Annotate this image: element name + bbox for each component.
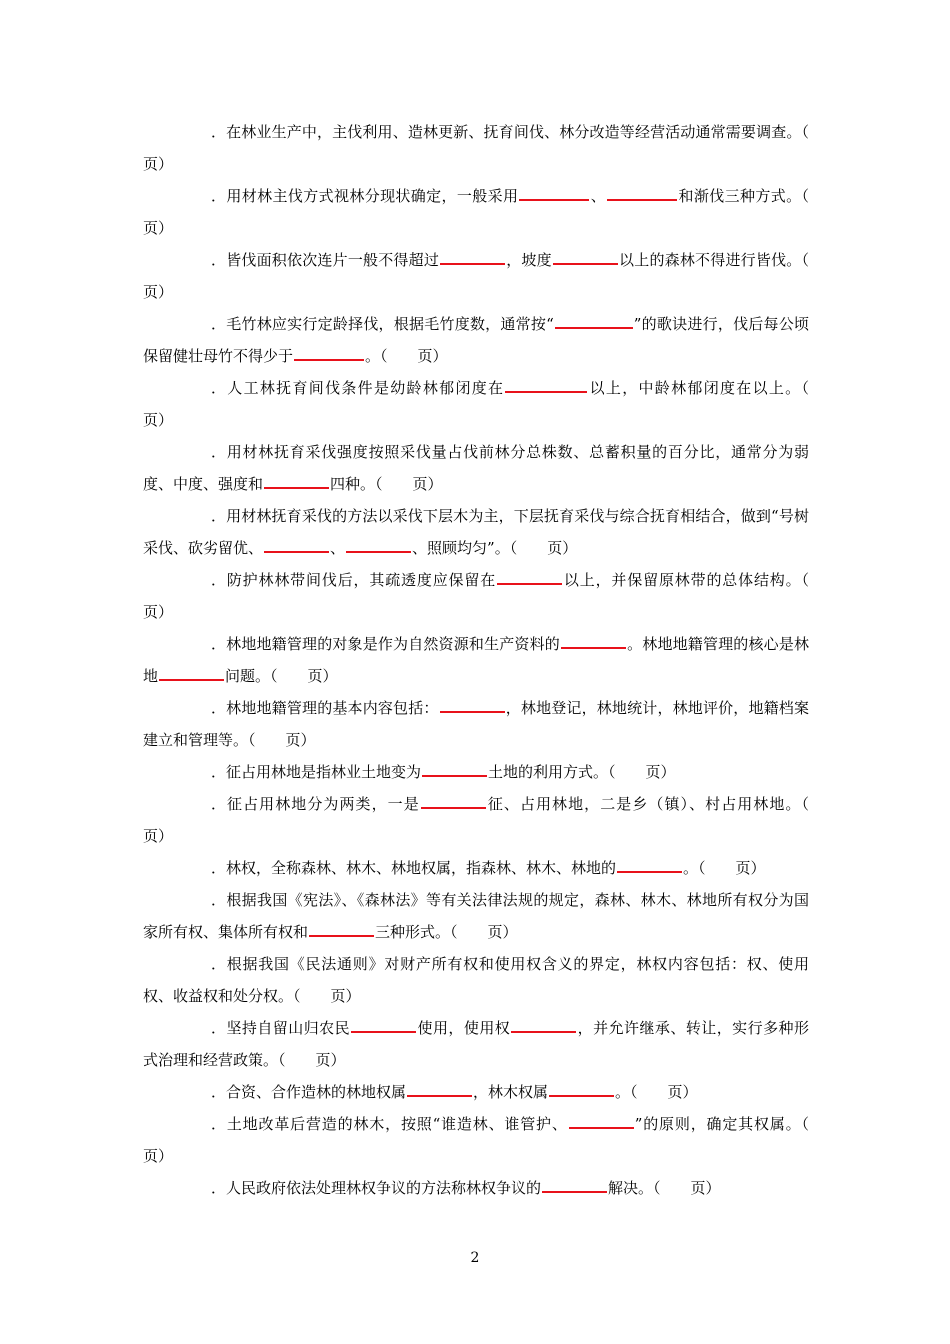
- answer-blank[interactable]: [519, 185, 589, 201]
- question-item: ．坚持自留山归农民 使用，使用权 ，并允许继承、转让，实行多种形式治理和经营政策。（ 页）: [143, 1019, 809, 1069]
- page-number: 2: [470, 1250, 480, 1266]
- question-item: ．林地地籍管理的基本内容包括： ，林地登记，林地统计，林地评价，地籍档案建立和管理等。（ 页）: [143, 699, 809, 749]
- answer-blank[interactable]: [159, 665, 224, 681]
- answer-blank[interactable]: [561, 633, 626, 649]
- question-item: ．防护林林带间伐后，其疏透度应保留在 以上，并保留原林带的总体结构。（ 页）: [143, 571, 839, 621]
- answer-blank[interactable]: [549, 1081, 614, 1097]
- question-list: [143, 116, 840, 1204]
- question-item: ．林权，全称森林、林木、林地权属，指森林、林木、林地的 。（ 页）: [211, 859, 766, 877]
- question-item: ．合资、合作造林的林地权属 ，林木权属 。（ 页）: [211, 1083, 698, 1101]
- answer-blank[interactable]: [555, 313, 633, 329]
- answer-blank[interactable]: [497, 569, 562, 585]
- answer-blank[interactable]: [607, 185, 677, 201]
- question-item: ．在林业生产中，主伐利用、造林更新、抚育间伐、林分改造等经营活动通常需要调查。（ 页）: [143, 123, 840, 173]
- answer-blank[interactable]: [440, 697, 505, 713]
- answer-blank[interactable]: [422, 761, 487, 777]
- answer-blank[interactable]: [346, 537, 411, 553]
- question-item: ．土地改革后营造的林木，按照“谁造林、谁管护、 ”的原则，确定其权属。（ 页）: [143, 1115, 840, 1165]
- question-item: ．征占用林地分为两类，一是 征、占用林地，二是乡（镇）、村占用林地。（ 页）: [143, 795, 839, 845]
- answer-blank[interactable]: [617, 857, 682, 873]
- answer-blank[interactable]: [351, 1017, 416, 1033]
- question-item: ．人民政府依法处理林权争议的方法称林权争议的 解决。（ 页）: [211, 1179, 721, 1197]
- answer-blank[interactable]: [264, 473, 329, 489]
- question-item: ．用材林抚育采伐强度按照采伐量占伐前林分总株数、总蓄积量的百分比，通常分为弱度、中度、强度和 四种。（ 页）: [143, 443, 809, 493]
- question-item: ．根据我国《民法通则》对财产所有权和使用权含义的界定，林权内容包括：权、使用权、收益权和处分权。（ 页）: [143, 955, 809, 1005]
- answer-blank[interactable]: [569, 1113, 634, 1129]
- question-item: ．征占用林地是指林业土地变为 土地的利用方式。（ 页）: [211, 763, 676, 781]
- answer-blank[interactable]: [294, 345, 364, 361]
- answer-blank[interactable]: [421, 793, 486, 809]
- question-item: ．根据我国《宪法》、《森林法》等有关法律法规的规定，森林、林木、林地所有权分为国家所有权、集体所有权和 三种形式。（ 页）: [143, 891, 809, 941]
- question-item: ．人工林抚育间伐条件是幼龄林郁闭度在 以上，中龄林郁闭度在以上。（ 页）: [143, 379, 839, 429]
- answer-blank[interactable]: [440, 249, 505, 265]
- answer-blank[interactable]: [553, 249, 618, 265]
- answer-blank[interactable]: [511, 1017, 576, 1033]
- question-item: ．用材林抚育采伐的方法以采伐下层木为主，下层抚育采伐与综合抚育相结合，做到“号树采伐、砍劣留优、 、 、照顾均匀”。（ 页）: [143, 507, 809, 557]
- question-item: ．用材林主伐方式视林分现状确定，一般采用 、 和渐伐三种方式。（ 页）: [143, 187, 839, 237]
- answer-blank[interactable]: [309, 921, 374, 937]
- answer-blank[interactable]: [505, 377, 587, 393]
- answer-blank[interactable]: [407, 1081, 472, 1097]
- answer-blank[interactable]: [264, 537, 329, 553]
- question-item: ．毛竹林应实行定龄择伐，根据毛竹度数，通常按“ ”的歌诀进行，伐后每公顷保留健壮母竹不得少于 。（ 页）: [143, 315, 810, 365]
- answer-blank[interactable]: [542, 1177, 607, 1193]
- question-item: ．皆伐面积依次连片一般不得超过 ，坡度 以上的森林不得进行皆伐。（ 页）: [143, 251, 839, 301]
- question-item: ．林地地籍管理的对象是作为自然资源和生产资料的 。林地地籍管理的核心是林地 问题。（ 页）: [143, 635, 809, 685]
